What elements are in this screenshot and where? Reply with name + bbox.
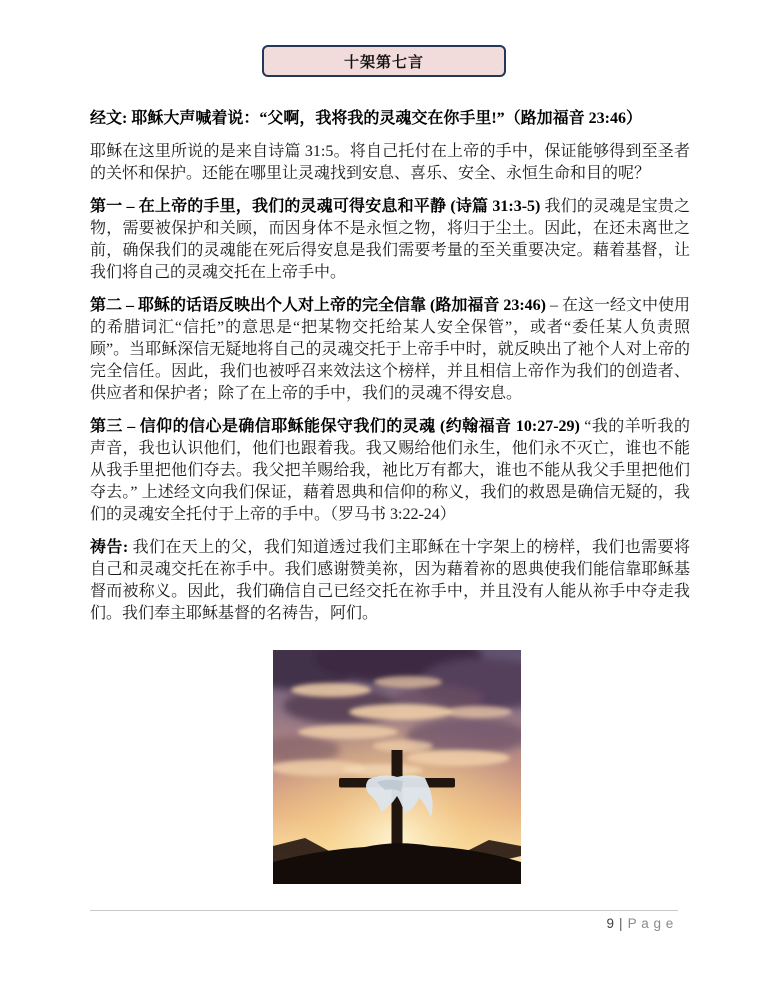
paragraph-prayer (90, 537, 690, 625)
footer-pipe: | (619, 916, 623, 931)
page-footer (90, 916, 678, 931)
prayer-heading: 祷告: (90, 539, 129, 556)
point-3-heading: 第三 – 信仰的信心是确信耶稣能保守我们的灵魂 (约翰福音 10:27-29) (90, 418, 580, 435)
scripture-text: 经文: 耶稣大声喊着说：“父啊，我将我的灵魂交在你手里!”（路加福音 23:46） (90, 110, 642, 127)
point-2-heading: 第二 – 耶稣的话语反映出个人对上帝的完全信靠 (路加福音 23:46) (90, 297, 546, 314)
intro-text: 耶稣在这里所说的是来自诗篇 31:5。将自己托付在上帝的手中，保证能够得到至圣者的关怀和保护。还能在哪里让灵魂找到安息、喜乐、安全、永恒生命和目的呢？ (90, 143, 690, 182)
footer-divider-line (90, 910, 678, 911)
point-1-heading: 第一 – 在上帝的手里，我们的灵魂可得安息和平静 (诗篇 31:3-5) (90, 198, 541, 215)
point-2-text: – 在这一经文中使用的希腊词汇“信托”的意思是“把某物交托给某人安全保管”，或者“委任某人负责照顾”。当耶稣深信无疑地将自己的灵魂交托于上帝手中时，就反映出了祂个人对上帝的完全信任。因此，我们也被呼召来效法这个榜样，并且相信上帝作为我们的创造者、供应者和保护者；除了在上帝的手中，我们的灵魂不得安息。 (90, 297, 691, 402)
cross-sunset-image (273, 650, 521, 884)
point-3-text: “我的羊听我的声音，我也认识他们，他们也跟着我。我又赐给他们永生，他们永不灭亡，谁也不能从我手里把他们夺去。我父把羊赐给我，祂比万有都大，谁也不能从我父手里把他们夺去。” 上述经文向我们保证，藉着恩典和信仰的称义，我们的救恩是确信无疑的，我们的灵魂安全托付于上帝的手中。（罗马书 3:22-24） (90, 418, 690, 523)
page-title: 十架第七言 (343, 53, 424, 71)
prayer-text: 我们在天上的父，我们知道透过我们主耶稣在十字架上的榜样，我们也需要将自己和灵魂交托在祢手中。我们感谢赞美祢，因为藉着祢的恩典使我们能信靠耶稣基督而被称义。因此，我们确信自己已经交托在祢手中，并且没有人能从祢手中夺走我们。我们奉主耶稣基督的名祷告，阿们。 (90, 539, 690, 622)
article-body (90, 108, 690, 636)
paragraph-scripture (90, 108, 690, 130)
title-box (262, 45, 506, 77)
paragraph-point-1 (90, 196, 690, 284)
footer-page-label: Page (627, 916, 678, 931)
paragraph-point-2 (90, 295, 690, 405)
page-number: 9 (606, 916, 615, 931)
cross-sunset-illustration (273, 650, 521, 884)
paragraph-intro (90, 141, 690, 185)
point-1-text: 我们的灵魂是宝贵之物，需要被保护和关顾，而因身体不是永恒之物，将归于尘土。因此，在还未离世之前，确保我们的灵魂能在死后得安息是我们需要考量的至关重要决定。藉着基督，让我们将自己的灵魂交托在上帝手中。 (90, 198, 690, 281)
paragraph-point-3 (90, 416, 690, 526)
